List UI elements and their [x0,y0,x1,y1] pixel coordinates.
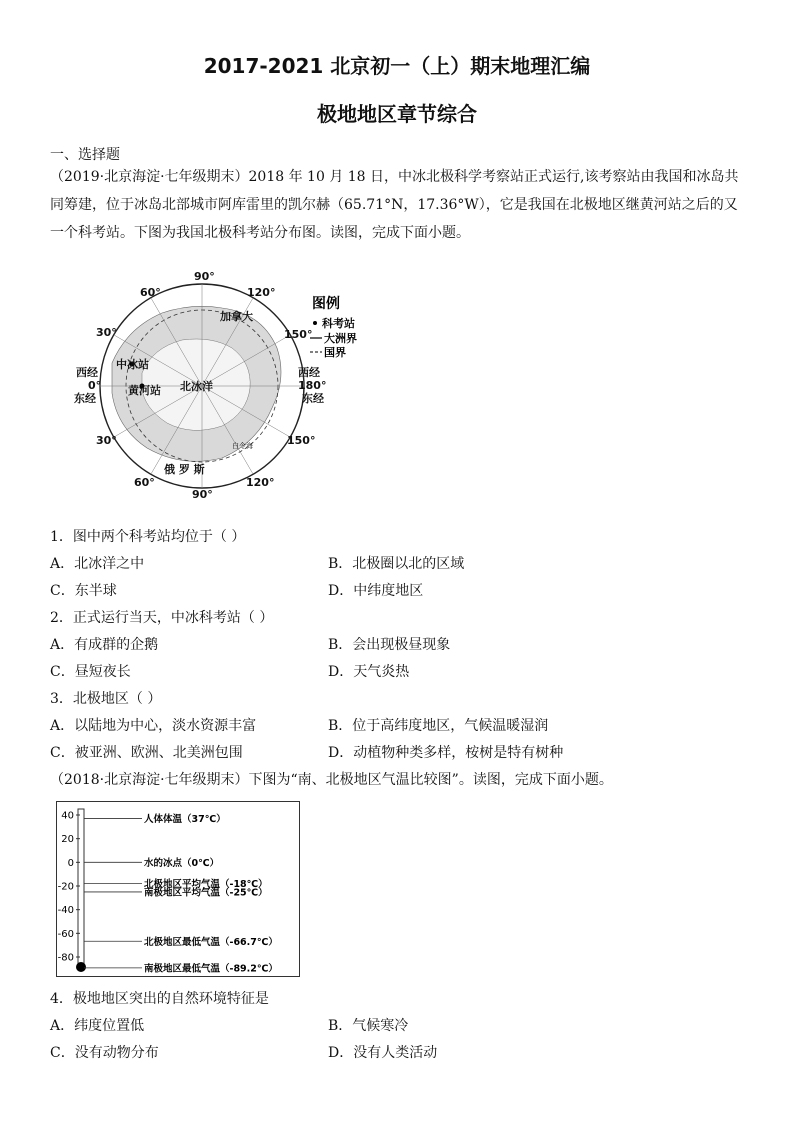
temperature-label: 北极地区平均气温（-18℃） [144,879,268,891]
map-label: 150° [284,328,313,341]
map-label: 西经 [298,366,320,379]
map-label: 东经 [74,392,96,405]
map-label-arctic-ocean: 北冰洋 [180,380,213,393]
legend-station-symbol [313,321,317,325]
map-label: 120° [247,286,276,299]
temperature-comparison-figure [56,801,300,977]
legend-title: 图例 [312,296,340,312]
question-2-option-b: B．会出现极昼现象 [328,637,451,653]
question-1-option-d: D．中纬度地区 [328,583,424,599]
question-4-option-a: A．纬度位置低 [50,1018,145,1034]
temperature-label: 南极地区最低气温（-89.2℃） [144,963,278,975]
thermometer-tick-label: 0 [67,857,74,869]
thermometer-tick-label: -40 [57,905,74,917]
map-label: 90° [192,488,213,500]
question-4-option-c: C．没有动物分布 [50,1045,159,1061]
legend-item: 大洲界 [324,332,357,345]
arctic-station-map [72,268,372,500]
temperature-label: 水的冰点（0℃） [144,857,220,869]
legend-item: 国界 [324,346,346,359]
map-label-small: 白令海 [232,442,253,450]
thermometer-tick-label: 20 [61,834,74,846]
map-label-station-zhongbing: 中冰站 [116,358,149,371]
map-label: 90° [194,270,215,283]
map-label: 180° [298,379,327,392]
temperature-label: 北极地区最低气温（-66.7℃） [144,936,278,948]
intro-paragraph-2: （2018·北京海淀·七年级期末）下图为“南、北极地区气温比较图”。读图，完成下面小题。 [50,772,613,788]
question-3-option-a: A．以陆地为中心，淡水资源丰富 [50,718,257,734]
question-2-option-a: A．有成群的企鹅 [50,637,159,653]
question-2-stem: 2．正式运行当天，中冰科考站（ ） [50,610,274,626]
map-label: 东经 [302,392,324,405]
thermometer-tube [78,809,84,967]
map-label: 150° [287,434,316,447]
question-3-option-b: B．位于高纬度地区，气候温暖湿润 [328,718,549,734]
thermometer-bulb [76,962,86,972]
thermometer-tick-label: 40 [61,810,74,822]
map-label: 30° [96,326,117,339]
map-label-station-huanghe: 黄河站 [128,384,161,397]
temperature-label: 人体体温（37℃） [144,814,226,826]
map-label: 60° [134,476,155,489]
thermometer-tick-label: -60 [57,928,74,940]
map-label: 30° [96,434,117,447]
question-4-stem: 4．极地地区突出的自然环境特征是 [50,991,269,1007]
thermometer-tick-label: -20 [57,881,74,893]
question-1-option-b: B．北极圈以北的区域 [328,556,465,572]
question-4-option-b: B．气候寒冷 [328,1018,409,1034]
document-title: 2017-2021 北京初一（上）期末地理汇编 [203,54,591,78]
intro-paragraph-1: （2019·北京海淀·七年级期末）2018 年 10 月 18 日，中冰北极科学考察站正式运行,该考察站由我国和冰岛共同筹建，位于冰岛北部城市阿库雷里的凯尔赫（65.71°N，17.36°W），它是我国在北极地区继黄河站之后的又一个科考站。下图为我国北极科考站分布图。读图，完成下面小题。 [50,169,739,241]
map-label: 0° [88,379,102,392]
question-1-option-a: A．北冰洋之中 [50,556,145,572]
legend-item: 科考站 [322,317,355,330]
question-3-option-d: D．动植物种类多样，桉树是特有树种 [328,745,564,761]
thermometer-tick-label: -80 [57,952,74,964]
question-4-option-d: D．没有人类活动 [328,1045,438,1061]
section-heading: 一、选择题 [50,147,120,163]
temperature-label: 南极地区平均气温（-25℃） [144,887,268,899]
question-3-option-c: C．被亚洲、欧洲、北美洲包围 [50,745,243,761]
question-2-option-c: C．昼短夜长 [50,664,131,680]
document-subtitle: 极地地区章节综合 [317,102,477,126]
question-1-stem: 1．图中两个科考站均位于（ ） [50,529,246,545]
map-label: 120° [246,476,275,489]
question-2-option-d: D．天气炎热 [328,664,410,680]
map-label-russia: 俄 罗 斯 [164,463,205,476]
map-label: 西经 [76,366,98,379]
question-3-stem: 3．北极地区（ ） [50,691,162,707]
map-label-canada: 加拿大 [220,310,253,323]
question-1-option-c: C．东半球 [50,583,117,599]
map-label: 60° [140,286,161,299]
